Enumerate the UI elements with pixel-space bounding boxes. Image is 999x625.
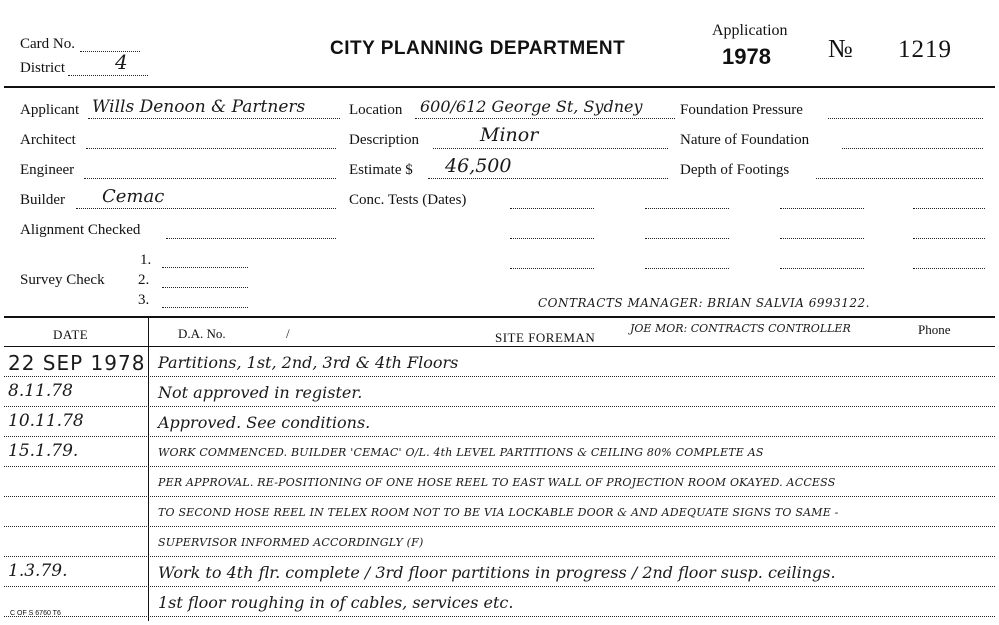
row-rule (4, 586, 995, 587)
location-label: Location (349, 102, 403, 118)
date-header: DATE (53, 327, 89, 342)
alignment-label: Alignment Checked (20, 222, 141, 238)
conc-test-line (645, 268, 729, 269)
conc-test-line (780, 268, 864, 269)
survey-label: Survey Check (20, 272, 105, 288)
row-date: 8.11.78 (8, 381, 73, 401)
conc-test-line (510, 208, 594, 209)
header-rule (4, 86, 995, 88)
row-rule (4, 496, 995, 497)
applicant-value: Wills Denoon & Partners (92, 97, 306, 117)
depth-of-footings-label: Depth of Footings (680, 162, 790, 178)
district-value: 4 (115, 50, 128, 74)
estimate-value: 46,500 (445, 155, 512, 177)
foundation-pressure-label: Foundation Pressure (680, 102, 803, 118)
row-entry: PER APPROVAL. RE-POSITIONING OF ONE HOSE REEL TO EAST WALL OF PROJECTION ROOM OKAYED. ACCESS (158, 476, 836, 489)
builder-label: Builder (20, 192, 65, 208)
engineer-label: Engineer (20, 162, 75, 178)
conc-test-line (645, 238, 729, 239)
row-entry: 1st floor roughing in of cables, services etc. (158, 593, 514, 612)
survey-1-line (162, 267, 248, 268)
date-column-divider (148, 316, 149, 621)
header-bottom-rule (4, 346, 995, 347)
row-date: 1.3.79. (8, 561, 68, 581)
builder-line (76, 208, 336, 209)
conc-test-line (780, 238, 864, 239)
description-value: Minor (480, 124, 539, 146)
survey-3: 3. (138, 292, 150, 308)
depth-line (816, 178, 983, 179)
conc-tests-label: Conc. Tests (Dates) (349, 192, 467, 208)
conc-test-line (913, 238, 985, 239)
builder-value: Cemac (102, 186, 165, 207)
district-line (68, 75, 148, 76)
card-no-label: Card No. (20, 36, 75, 52)
row-entry: Not approved in register. (158, 383, 363, 402)
conc-test-line (510, 238, 594, 239)
row-entry: SUPERVISOR INFORMED ACCORDINGLY (F) (158, 536, 424, 549)
description-line (433, 148, 668, 149)
number-symbol: № (828, 34, 853, 63)
conc-test-line (510, 268, 594, 269)
survey-2-line (162, 287, 248, 288)
row-rule (4, 466, 995, 467)
site-foreman-header: SITE FOREMAN (495, 330, 596, 345)
applicant-label: Applicant (20, 102, 80, 118)
description-label: Description (349, 132, 419, 148)
table-top-rule (4, 316, 995, 318)
contracts-manager-note: CONTRACTS MANAGER: BRIAN SALVIA 6993122. (538, 296, 870, 310)
alignment-line (166, 238, 336, 239)
foundation-pressure-line (828, 118, 983, 119)
card-no-line (80, 51, 140, 52)
survey-3-line (162, 307, 248, 308)
phone-header: Phone (918, 322, 951, 337)
row-rule (4, 526, 995, 527)
row-entry: WORK COMMENCED. BUILDER 'CEMAC' O/L. 4th LEVEL PARTITIONS & CEILING 80% COMPLETE AS (158, 446, 764, 459)
survey-2: 2. (138, 272, 150, 288)
architect-line (86, 148, 336, 149)
row-entry: Partitions, 1st, 2nd, 3rd & 4th Floors (158, 353, 459, 372)
row-date: 10.11.78 (8, 411, 84, 431)
estimate-label: Estimate $ (349, 162, 413, 178)
da-no-header: D.A. No. (178, 326, 226, 341)
form-code: C OF S 6760 T6 (10, 610, 61, 617)
department-title: CITY PLANNING DEPARTMENT (330, 38, 626, 59)
application-label: Application (712, 22, 788, 39)
conc-test-line (780, 208, 864, 209)
estimate-line (428, 178, 668, 179)
row-rule (4, 616, 995, 617)
row-entry: TO SECOND HOSE REEL IN TELEX ROOM NOT TO BE VIA LOCKABLE DOOR & AND ADEQUATE SIGNS TO SAME - (158, 506, 839, 519)
row-rule (4, 376, 995, 377)
row-rule (4, 436, 995, 437)
row-rule (4, 556, 995, 557)
engineer-line (84, 178, 336, 179)
row-entry: Work to 4th flr. complete / 3rd floor partitions in progress / 2nd floor susp. ceilings. (158, 563, 836, 582)
district-label: District (20, 60, 65, 76)
location-line (415, 118, 675, 119)
survey-1: 1. (140, 252, 152, 268)
conc-test-line (913, 268, 985, 269)
application-year: 1978 (722, 44, 771, 69)
nature-line (842, 148, 983, 149)
da-no-slash: / (286, 326, 290, 341)
row-date: 22 SEP 1978 (8, 351, 146, 375)
row-entry: Approved. See conditions. (158, 413, 371, 432)
location-value: 600/612 George St, Sydney (420, 97, 643, 116)
contracts-controller-note: JOE MOR: CONTRACTS CONTROLLER (630, 322, 851, 335)
applicant-line (88, 118, 340, 119)
architect-label: Architect (20, 132, 76, 148)
nature-of-foundation-label: Nature of Foundation (680, 132, 810, 148)
row-rule (4, 406, 995, 407)
conc-test-line (913, 208, 985, 209)
card-number: 1219 (898, 36, 952, 63)
conc-test-line (645, 208, 729, 209)
row-date: 15.1.79. (8, 441, 79, 461)
